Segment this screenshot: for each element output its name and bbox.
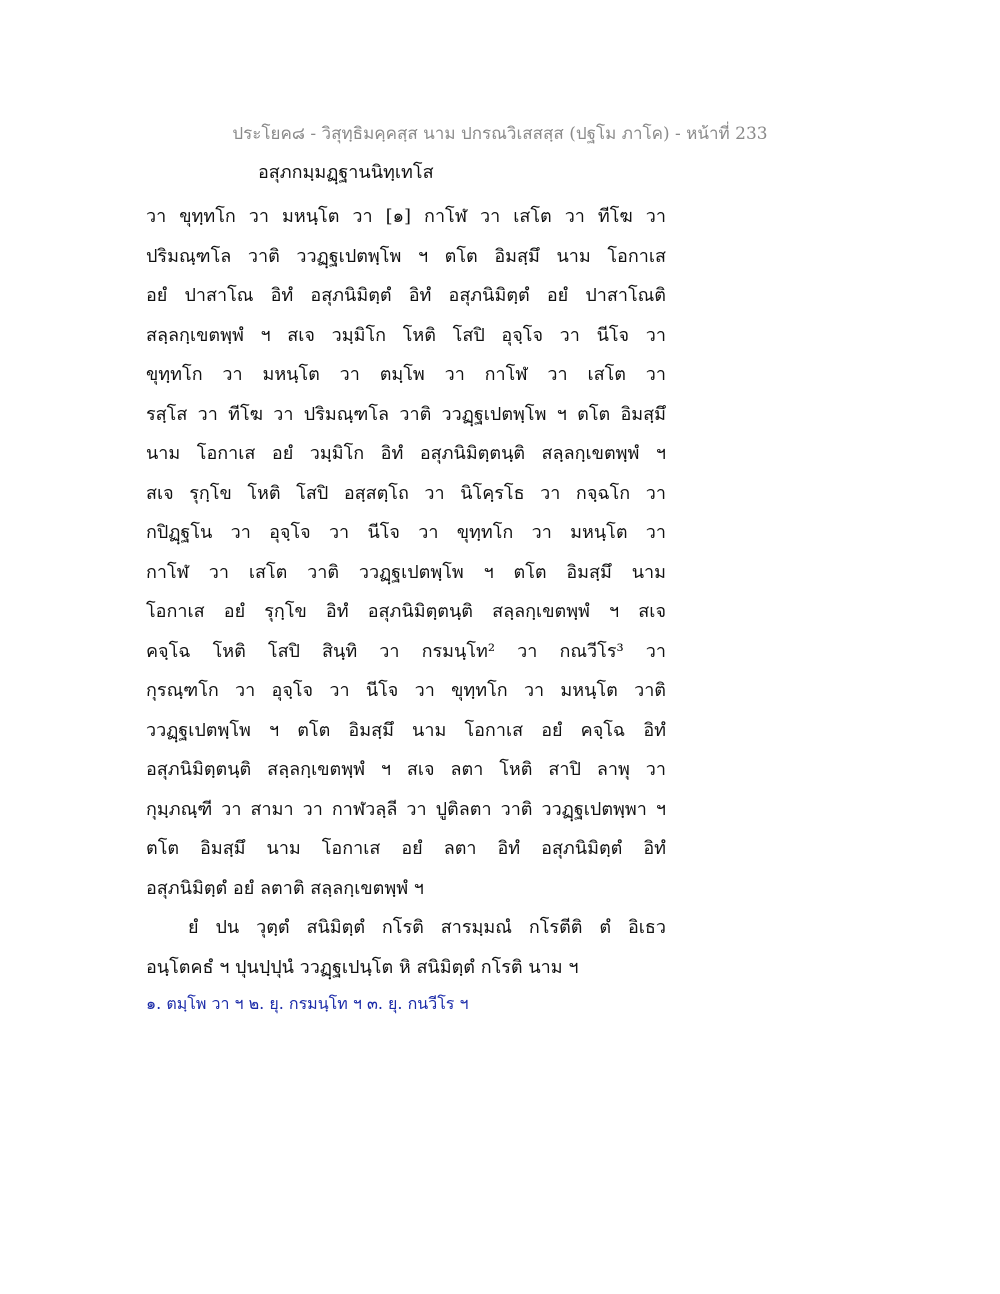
text-line: นาม โอกาเส อยํ วมฺมิโก อิทํ อสุภนิมิตฺตนฺติ สลฺลกฺเขตพฺพํ ฯ: [146, 443, 666, 464]
text-line: ตโต อิมสฺมึ นาม โอกาเส อยํ ลตา อิทํ อสุภนิมิตฺตํ อิทํ: [146, 838, 666, 859]
text-line: อยํ ปาสาโณ อิทํ อสุภนิมิตฺตํ อิทํ อสุภนิมิตฺตํ อยํ ปาสาโณติ: [146, 285, 666, 306]
text-line: วา ขุทฺทโก วา มหนฺโต วา [๑] กาโฬ วา เสโต วา ทีโฆ วา: [146, 206, 666, 227]
text-line: ววฏฺฐเปตพฺโพ ฯ ตโต อิมสฺมึ นาม โอกาเส อยํ คจฺโฉ อิทํ: [146, 719, 666, 741]
text-line: กาโฬ วา เสโต วาติ ววฏฺฐเปตพฺโพ ฯ ตโต อิมสฺมึ นาม: [146, 561, 666, 583]
section-title: อสุภกมฺมฏฺฐานนิทฺเทโส: [258, 162, 434, 183]
text-line: ปริมณฺฑโล วาติ ววฏฺฐเปตพฺโพ ฯ ตโต อิมสฺมึ นาม โอกาเส: [146, 245, 666, 267]
text-line: คจฺโฉ โหติ โสปิ สินฺทิ วา กรมนฺโท² วา กณวีโร³ วา: [146, 640, 666, 662]
text-line: ขุทฺทโก วา มหนฺโต วา ตมฺโพ วา กาโฬ วา เสโต วา: [146, 364, 666, 385]
text-line: รสฺโส วา ทีโฆ วา ปริมณฺฑโล วาติ ววฏฺฐเปตพฺโพ ฯ ตโต อิมสฺมึ: [146, 403, 666, 425]
text-line: อนฺโตคธํ ฯ ปุนปฺปุนํ ววฏฺฐเปนฺโต หิ สนิมิตฺตํ กโรติ นาม ฯ: [146, 956, 579, 978]
footnote: ๑. ตมฺโพ วา ฯ ๒. ยุ. กรมนฺโท ฯ ๓. ยุ. กนวีโร ฯ: [146, 994, 469, 1013]
body-text: [146, 197, 666, 987]
running-header: ประโยค๘ - วิสุทฺธิมคฺคสฺส นาม ปกรณวิเสสสฺส (ปฐโม ภาโค) - หน้าที่ 233: [232, 124, 768, 144]
paragraph-start-line: ยํ ปน วุตฺตํ สนิมิตฺตํ กโรติ สารมฺมณํ กโรตีติ ตํ อิเธว: [188, 917, 666, 938]
text-line: กปิฏฺฐโน วา อุจฺโจ วา นีโจ วา ขุทฺทโก วา มหนฺโต วา: [146, 522, 666, 543]
text-line: อสุภนิมิตฺตนฺติ สลฺลกฺเขตพฺพํ ฯ สเจ ลตา โหติ สาปิ ลาพุ วา: [146, 759, 666, 780]
text-line: อสุภนิมิตฺตํ อยํ ลตาติ สลฺลกฺเขตพฺพํ ฯ: [146, 877, 424, 899]
text-line: สลฺลกฺเขตพฺพํ ฯ สเจ วมฺมิโก โหติ โสปิ อุจฺโจ วา นีโจ วา: [146, 324, 666, 346]
text-line: กุมฺภณฺฑี วา สามา วา กาฬวลฺลี วา ปูติลตา วาติ ววฏฺฐเปตพฺพา ฯ: [146, 798, 666, 820]
text-line: กุรณฺฑโก วา อุจฺโจ วา นีโจ วา ขุทฺทโก วา มหนฺโต วาติ: [146, 680, 666, 701]
text-line: โอกาเส อยํ รุกฺโข อิทํ อสุภนิมิตฺตนฺติ สลฺลกฺเขตพฺพํ ฯ สเจ: [146, 601, 666, 622]
text-line: สเจ รุกฺโข โหติ โสปิ อสฺสตฺโถ วา นิโคฺรโธ วา กจฺฉโก วา: [146, 482, 666, 504]
